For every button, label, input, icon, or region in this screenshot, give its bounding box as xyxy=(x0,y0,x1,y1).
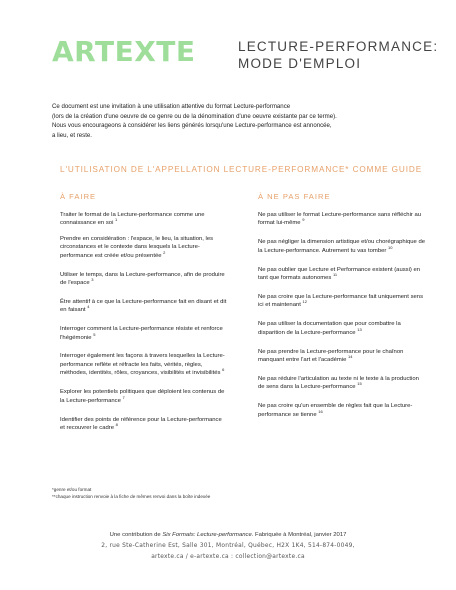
credit-prefix: Une contribution de xyxy=(109,532,163,538)
intro-line: Nous vous encourageons à considérer les liens générés lorsqu'une Lecture-performance est annoncée, xyxy=(52,122,332,130)
credit-title: Six Formats: Lecture-performance xyxy=(162,532,252,538)
do-column-title: À FAIRE xyxy=(60,192,97,201)
title-line-2: MODE D'EMPLOI xyxy=(238,56,362,71)
dont-item-text: Ne pas utiliser le format Lecture-performance sans réfléchir au format lui-même xyxy=(258,212,422,227)
footnote-ref: 3 xyxy=(91,276,94,282)
do-item-text: Interroger comment la Lecture-performance résiste et renforce l'hégémonie xyxy=(60,326,223,341)
do-item xyxy=(60,352,228,377)
dont-item-text: Ne pas croire que la Lecture-performance fait uniquement sens ici et maintenant xyxy=(258,293,424,309)
footnote-ref: 9 xyxy=(302,217,305,223)
dont-item xyxy=(258,348,426,365)
footnote-instructions: **chaque instruction renvoie à la fiche de mêmes renvoi dans la boîte indexée xyxy=(52,494,211,499)
dont-item-text: Ne pas croire qu'un ensemble de règles fait que la Lecture-performance se tienne xyxy=(258,403,413,418)
do-item-text: Utiliser le temps, dans la Lecture-performance, afin de produire de l'espace xyxy=(60,271,225,286)
dont-item-text: Ne pas prendre la Lecture-performance pour le chaînon manquant entre l'art et l'académie xyxy=(258,348,404,363)
do-item xyxy=(60,388,228,405)
dont-item xyxy=(258,402,426,419)
do-item-text: Être attentif à ce que la Lecture-performance fait en disant et dit en faisant xyxy=(60,298,227,314)
dont-item xyxy=(258,211,426,228)
section-heading: L'UTILISATION DE L'APPELLATION LECTURE-PERFORMANCE* COMME GUIDE xyxy=(60,165,423,174)
do-item xyxy=(60,211,228,228)
dont-item xyxy=(258,293,426,310)
do-column xyxy=(60,192,228,443)
intro-line: a lieu, et reste. xyxy=(52,131,92,139)
dont-item xyxy=(258,238,426,255)
dont-item xyxy=(258,320,426,337)
do-item xyxy=(60,325,228,342)
do-item-text: Identifier des points de référence pour la Lecture-performance et recouvrer le cadre xyxy=(60,416,222,431)
footnote-ref: 10 xyxy=(388,244,393,250)
address-line: 2, rue Ste-Catherine Est, Salle 301, Montréal, Québec, H2X 1K4, 514-874-0049, xyxy=(101,543,355,549)
dont-column xyxy=(258,192,426,430)
dont-item-text: Ne pas réduire l'articulation au texte ni le texte à la production de sens dans la Lecture-performance xyxy=(258,375,419,391)
credit-suffix: . Fabriquée à Montréal, janvier 2017 xyxy=(251,532,347,538)
dont-item-text: Ne pas négliger la dimension artistique et/ou chorégraphique de la Lecture-performance. Autrement tu vas tomber xyxy=(258,239,426,254)
title-line-1: LECTURE-PERFORMANCE: xyxy=(238,39,439,54)
footnote-ref: 4 xyxy=(87,304,90,310)
do-item xyxy=(60,235,228,260)
footnotes xyxy=(52,486,210,500)
do-item-text: Prendre en considération : l'espace, le lieu, la situation, les circonstances et le contexte dans lesquels la Lecture-performance est créée et/ou présentée xyxy=(60,235,214,259)
footnote-ref: 13 xyxy=(357,326,362,332)
footnote-ref: 8 xyxy=(115,421,118,427)
do-item xyxy=(60,271,228,288)
footnote-ref: 12 xyxy=(302,299,307,305)
web-links[interactable]: artexte.ca / e-artexte.ca : collection@artexte.ca xyxy=(151,554,305,560)
footnote-genre: *genre et/ou format xyxy=(52,487,92,492)
footnote-ref: 7 xyxy=(122,394,125,400)
dont-item xyxy=(258,266,426,283)
footnote-ref: 1 xyxy=(115,217,118,223)
intro-line: Ce document est une invitation à une utilisation attentive du format Lecture-performance xyxy=(52,103,291,110)
credit-line xyxy=(0,530,456,541)
document-title xyxy=(238,38,439,72)
footnote-ref: 6 xyxy=(222,367,225,373)
dont-column-title: À NE PAS FAIRE xyxy=(258,192,331,201)
footnote-ref: 11 xyxy=(333,272,338,278)
do-item xyxy=(60,298,228,315)
dont-item xyxy=(258,375,426,392)
do-item-text: Traiter le format de la Lecture-performance comme une connaissance en soi xyxy=(60,212,205,227)
footnote-ref: 5 xyxy=(93,331,96,337)
footnote-ref: 15 xyxy=(357,381,362,387)
artexte-logo: ARTEXTE xyxy=(52,35,196,68)
footnote-ref: 16 xyxy=(318,408,323,414)
intro-line: (lors de la création d'une oeuvre de ce genre ou de la dénomination d'une oeuvre existante par ce terme). xyxy=(52,112,337,120)
do-item-text: Explorer les potentiels politiques que déploient les contenus de la Lecture-performance xyxy=(60,389,225,404)
page-footer xyxy=(0,530,456,563)
footnote-ref: 2 xyxy=(163,249,166,255)
footnote-ref: 14 xyxy=(348,353,353,359)
do-item xyxy=(60,416,228,433)
do-item-text: Interroger également les façons à travers lesquelles la Lecture-performance reflète et réfracte les faits, vérités, règles, méthodes, identités, rôles, croyances, visibilités et invisibilités xyxy=(60,353,225,377)
dont-item-text: Ne pas utiliser la documentation que pour combattre la disparition de la Lecture-performance xyxy=(258,321,401,336)
intro-paragraph xyxy=(52,102,412,140)
dont-item-text: Ne pas oublier que Lecture et Performance existent (aussi) en tant que formats autonomes xyxy=(258,266,421,282)
